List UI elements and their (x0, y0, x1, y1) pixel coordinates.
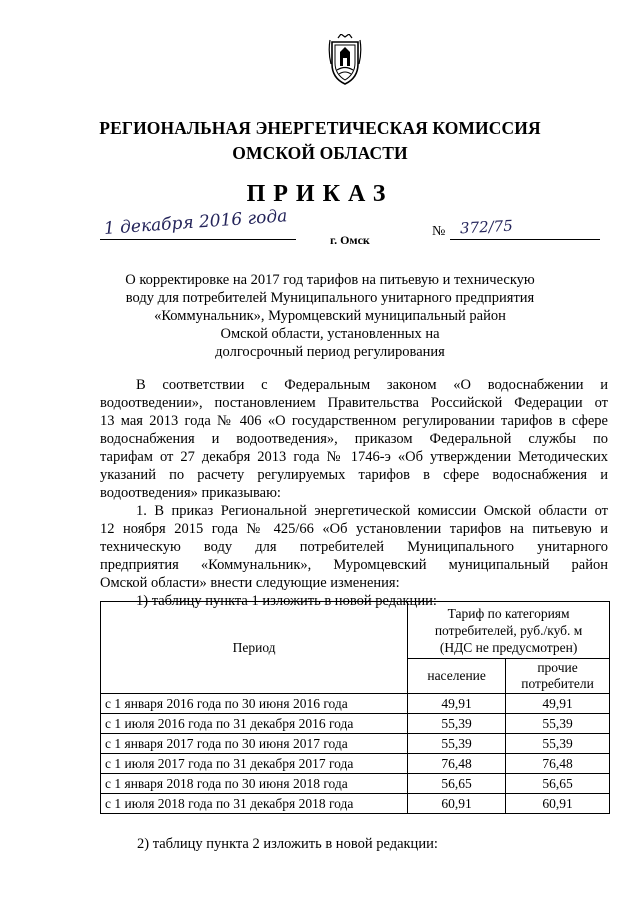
paragraph-line: техническую воду для потребителей Муниципального унитарного (100, 539, 608, 555)
paragraph-line: указаний по расчету регулируемых тарифов в сфере водоснабжения и (100, 467, 608, 483)
period-cell: с 1 января 2018 года по 30 июня 2018 года (101, 774, 408, 794)
table-row (101, 794, 610, 814)
other-tariff-cell: 56,65 (506, 774, 610, 794)
handwritten-number: 372/75 (459, 216, 514, 238)
sub-item-1: 1) таблицу пункта 1 изложить в новой редакции: (136, 593, 437, 609)
period-cell: с 1 июля 2018 года по 31 декабря 2018 года (101, 794, 408, 814)
paragraph-line: 13 мая 2013 года № 406 «О государственном регулировании тарифов в сфере (100, 413, 608, 429)
header-period: Период (101, 602, 408, 694)
other-tariff-cell: 76,48 (506, 754, 610, 774)
period-cell: с 1 июля 2016 года по 31 декабря 2016 года (101, 714, 408, 734)
paragraph-line: водоотведении», постановлением Правительства Российской Федерации от (100, 395, 608, 411)
paragraph-line: Омской области» внести следующие изменения: (100, 575, 400, 591)
city-label: г. Омск (330, 233, 370, 247)
population-tariff-cell: 55,39 (408, 714, 506, 734)
number-label: № (432, 224, 446, 239)
table-row (101, 774, 610, 794)
tariff-table (100, 601, 610, 814)
table-row (101, 714, 610, 734)
subject-line: долгосрочный период регулирования (215, 344, 445, 360)
organization-name-line1: РЕГИОНАЛЬНАЯ ЭНЕРГЕТИЧЕСКАЯ КОМИССИЯ (99, 118, 541, 138)
paragraph-line: 12 ноября 2015 года № 425/66 «Об установлении тарифов на питьевую и (100, 521, 608, 537)
subject-line: О корректировке на 2017 год тарифов на питьевую и техническую (125, 272, 535, 288)
order-subject (100, 271, 560, 361)
paragraph-line: В соответствии с Федеральным законом «О водоснабжении и (136, 377, 608, 393)
other-tariff-cell: 49,91 (506, 694, 610, 714)
population-tariff-cell: 60,91 (408, 794, 506, 814)
paragraph-line: тарифам от 27 декабря 2013 года № 1746-э «Об утверждении Методических (100, 449, 608, 465)
period-cell: с 1 июля 2017 года по 31 декабря 2017 года (101, 754, 408, 774)
table-row (101, 694, 610, 714)
subject-line: Омской области, установленных на (220, 326, 440, 342)
item1-paragraph (100, 502, 608, 610)
period-cell: с 1 января 2016 года по 30 июня 2016 года (101, 694, 408, 714)
other-tariff-cell: 60,91 (506, 794, 610, 814)
paragraph-line: водоснабжения и водоотведения», приказом Федеральной службы по (100, 431, 608, 447)
subject-line: воду для потребителей Муниципального унитарного предприятия (125, 290, 535, 306)
sub-item-2: 2) таблицу пункта 2 изложить в новой редакции: (137, 836, 438, 852)
paragraph-line: предприятия «Коммунальник», Муромцевский муниципальный район (100, 557, 608, 573)
organization-name-line2: ОМСКОЙ ОБЛАСТИ (232, 143, 408, 163)
coat-of-arms-emblem (328, 34, 362, 86)
period-cell: с 1 января 2017 года по 30 июня 2017 года (101, 734, 408, 754)
paragraph-line: водоотведения» приказываю: (100, 485, 281, 501)
preamble-paragraph (100, 376, 608, 502)
population-tariff-cell: 55,39 (408, 734, 506, 754)
header-other-consumers: прочие потребители (506, 659, 610, 694)
handwritten-date: 1 декабря 2016 года (103, 206, 288, 239)
header-tariff: Тариф по категориям потребителей, руб./куб. м (НДС не предусмотрен) (408, 602, 610, 659)
other-tariff-cell: 55,39 (506, 714, 610, 734)
date-underline (100, 239, 296, 240)
table-row (101, 734, 610, 754)
number-underline (450, 239, 600, 240)
paragraph-line: 1. В приказ Региональной энергетической комиссии Омской области от (136, 503, 608, 519)
subject-line: «Коммунальник», Муромцевский муниципальный район (154, 308, 506, 324)
population-tariff-cell: 56,65 (408, 774, 506, 794)
table-row (101, 754, 610, 774)
document-type-title: ПРИКАЗ (246, 181, 394, 207)
population-tariff-cell: 76,48 (408, 754, 506, 774)
other-tariff-cell: 55,39 (506, 734, 610, 754)
population-tariff-cell: 49,91 (408, 694, 506, 714)
header-population: население (408, 659, 506, 694)
